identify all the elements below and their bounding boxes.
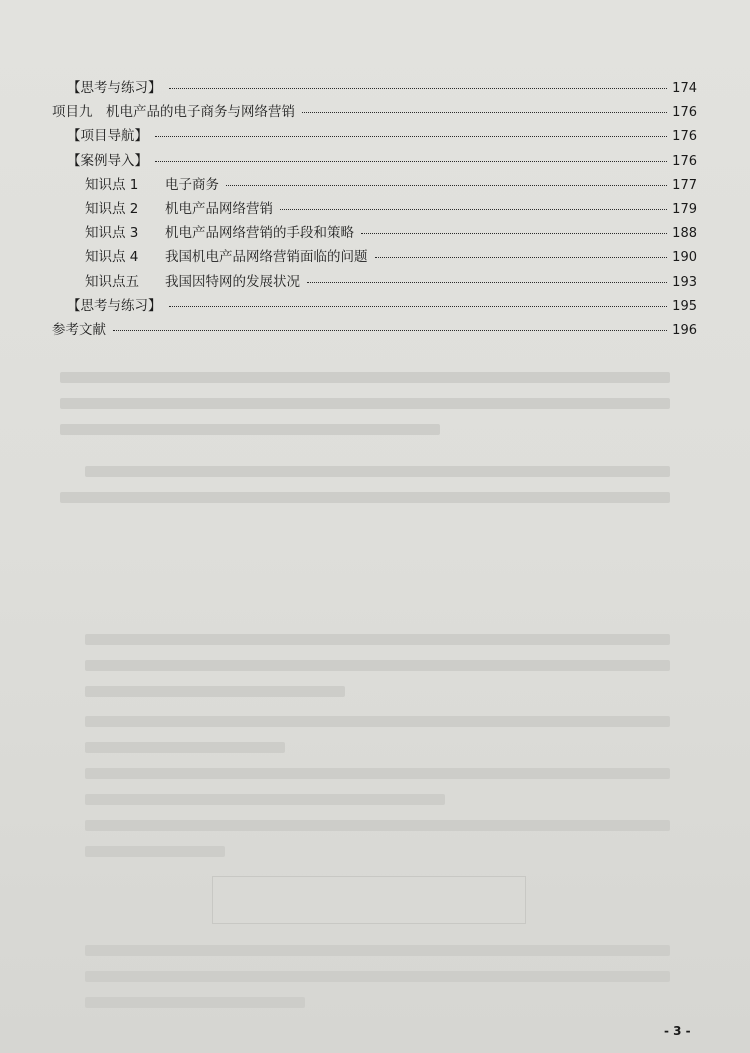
toc-entry-title: 机电产品网络营销的手段和策略 — [165, 225, 354, 242]
toc-entry[interactable] — [67, 149, 697, 173]
dot-leader — [226, 185, 667, 186]
toc-entry-label: 参考文献 — [52, 322, 106, 338]
toc-entry-label: 【项目导航】 — [67, 128, 148, 145]
toc-entry-label — [85, 270, 304, 290]
toc-entry-title: 电子商务 — [165, 176, 219, 193]
toc-entry-label — [85, 221, 358, 241]
dot-leader — [280, 209, 667, 210]
toc-page-number: 176 — [672, 105, 697, 121]
toc-page-number: 179 — [672, 202, 697, 217]
bleed-through-line — [60, 372, 670, 383]
page-number: - 3 - — [664, 1024, 691, 1038]
toc-entry-number: 知识点 4 — [85, 249, 139, 266]
dot-leader — [302, 112, 667, 113]
toc-entry-title: 机电产品网络营销 — [165, 201, 273, 217]
toc-page-number: 176 — [672, 129, 697, 145]
toc-entry-label — [85, 245, 372, 265]
bleed-through-box — [212, 876, 526, 924]
toc-entry[interactable] — [85, 173, 697, 197]
bleed-through-line — [85, 768, 670, 779]
toc-entry-label: 项目九 机电产品的电子商务与网络营销 — [52, 104, 295, 121]
dot-leader — [169, 88, 668, 89]
toc-entry[interactable] — [52, 100, 697, 124]
toc-page-number: 176 — [672, 153, 697, 169]
toc-page-number: 190 — [672, 250, 697, 266]
bleed-through-line — [85, 820, 670, 831]
bleed-through-line — [85, 945, 670, 956]
bleed-through-line — [60, 398, 670, 409]
bleed-through-line — [85, 466, 670, 477]
bleed-through-line — [60, 424, 440, 435]
bleed-through-line — [60, 492, 670, 503]
toc-entry-label: 【思考与练习】 — [67, 297, 162, 314]
dot-leader — [307, 282, 667, 283]
toc-page-number: 195 — [672, 298, 697, 314]
toc-page-number: 188 — [672, 226, 697, 242]
toc-entry[interactable] — [85, 270, 697, 294]
toc-page-number: 193 — [672, 274, 697, 290]
dot-leader — [169, 306, 668, 307]
bleed-through-line — [85, 686, 345, 697]
toc-entry-number: 知识点 3 — [85, 225, 139, 242]
dot-leader — [361, 233, 667, 234]
toc-entry[interactable] — [67, 294, 697, 318]
toc-entry-label — [85, 173, 223, 193]
bleed-through-line — [85, 634, 670, 645]
dot-leader — [155, 136, 667, 137]
toc-entry-label: 【思考与练习】 — [67, 80, 162, 96]
toc-page-number: 177 — [672, 177, 697, 193]
toc-page-number: 174 — [672, 81, 697, 96]
dot-leader — [375, 257, 668, 258]
bleed-through-line — [85, 660, 670, 671]
dot-leader — [155, 161, 667, 162]
toc-entry-number: 知识点 2 — [85, 201, 139, 217]
toc-entry-number: 知识点 1 — [85, 176, 139, 193]
toc-entry[interactable] — [85, 221, 697, 245]
toc-entry-number: 知识点五 — [85, 273, 139, 290]
toc-entry[interactable] — [67, 124, 697, 148]
bleed-through-line — [85, 997, 305, 1008]
dot-leader — [113, 330, 667, 331]
toc-entry[interactable] — [85, 245, 697, 269]
bleed-through-line — [85, 794, 445, 805]
toc-entry-title: 我国机电产品网络营销面临的问题 — [165, 249, 368, 266]
toc-entry[interactable] — [85, 197, 697, 221]
bleed-through-line — [85, 846, 225, 857]
bleed-through-line — [85, 716, 670, 727]
toc-entry-title: 我国因特网的发展状况 — [165, 273, 300, 290]
bleed-through-line — [85, 971, 670, 982]
toc-entry-label — [85, 197, 277, 217]
toc-page-number: 196 — [672, 323, 697, 338]
toc-entry-label: 【案例导入】 — [67, 152, 148, 169]
toc-entry[interactable] — [52, 318, 697, 342]
toc-entry[interactable] — [67, 76, 697, 100]
bleed-through-line — [85, 742, 285, 753]
